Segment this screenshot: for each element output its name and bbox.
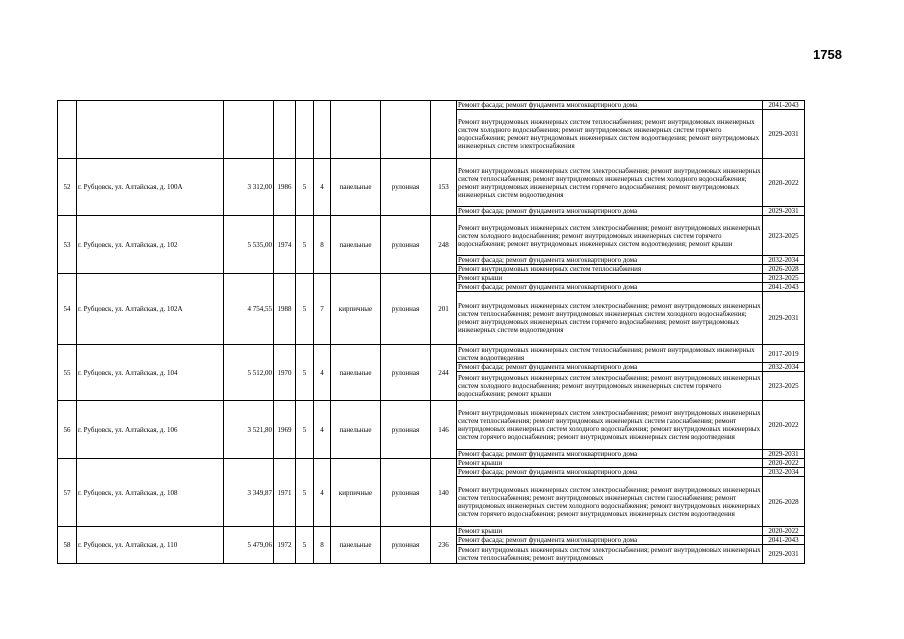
wall-material [331, 101, 381, 159]
residents-count: 140 [431, 459, 457, 527]
row-number: 54 [58, 274, 77, 345]
work-period: 2020-2022 [763, 159, 805, 207]
house-address: г. Рубцовск, ул. Алтайская, д. 104 [77, 345, 224, 401]
house-address: г. Рубцовск, ул. Алтайская, д. 102А [77, 274, 224, 345]
row-number: 58 [58, 527, 77, 564]
entrances-count: 8 [314, 527, 331, 564]
floors-count: 5 [296, 527, 314, 564]
work-period: 2029-2031 [763, 207, 805, 216]
construction-year: 1986 [274, 159, 296, 216]
table-row [58, 401, 805, 450]
construction-year [274, 101, 296, 159]
work-description: Ремонт фасада; ремонт фундамента многоквартирного дома [457, 283, 763, 292]
house-address: г. Рубцовск, ул. Алтайская, д. 100А [77, 159, 224, 216]
table-row [58, 345, 805, 363]
work-description: Ремонт внутридомовых инженерных систем электроснабжения; ремонт внутридомовых инженерных систем теплоснабжения; ремонт внутридомовых инженерных систем газоснабжения; ремонт внутридомовых инженерных систем холодного водоснабжения; ремонт внутридомовых инженерных систем горячего водоснабжения; ремонт внутридомовых инженерных систем водоотведения [457, 477, 763, 527]
construction-year: 1971 [274, 459, 296, 527]
work-description: Ремонт внутридомовых инженерных систем электроснабжения; ремонт внутридомовых инженерных систем холодного водоснабжения; ремонт внутридомовых инженерных систем горячего водоснабжения; ремонт внутридомовых инженерных систем водоотведения; ремонт крыши [457, 216, 763, 256]
roof-type: рулонная [381, 159, 431, 216]
work-description: Ремонт фасада; ремонт фундамента многоквартирного дома [457, 207, 763, 216]
work-period: 2023-2025 [763, 274, 805, 283]
wall-material: панельные [331, 216, 381, 274]
floors-count: 5 [296, 401, 314, 459]
total-area: 5 479,06 [224, 527, 274, 564]
floors-count: 5 [296, 159, 314, 216]
row-number: 56 [58, 401, 77, 459]
wall-material: панельные [331, 159, 381, 216]
roof-type: рулонная [381, 216, 431, 274]
work-period: 2026-2028 [763, 477, 805, 527]
work-description: Ремонт внутридомовых инженерных систем электроснабжения; ремонт внутридомовых инженерных систем теплоснабжения; ремонт внутридомовых инженерных систем холодного водоснабжения; ремонт внутридомовых инженерных систем горячего водоснабжения; ремонт внутридомовых инженерных систем водоотведения [457, 159, 763, 207]
work-description: Ремонт фасада; ремонт фундамента многоквартирного дома [457, 450, 763, 459]
scan-edge [0, 0, 904, 8]
work-period: 2029-2031 [763, 450, 805, 459]
entrances-count: 7 [314, 274, 331, 345]
work-description: Ремонт фасада; ремонт фундамента многоквартирного дома [457, 536, 763, 545]
floors-count: 5 [296, 459, 314, 527]
entrances-count: 4 [314, 159, 331, 216]
total-area: 3 521,80 [224, 401, 274, 459]
work-period: 2041-2043 [763, 101, 805, 110]
work-description: Ремонт внутридомовых инженерных систем электроснабжения; ремонт внутридомовых инженерных систем холодного водоснабжения; ремонт внутридомовых инженерных систем горячего водоснабжения; ремонт крыши [457, 372, 763, 401]
work-description: Ремонт фасада; ремонт фундамента многоквартирного дома [457, 256, 763, 265]
wall-material: панельные [331, 401, 381, 459]
construction-year: 1972 [274, 527, 296, 564]
work-description: Ремонт внутридомовых инженерных систем электроснабжения; ремонт внутридомовых инженерных систем теплоснабжения; ремонт внутридомовых инженерных систем холодного водоснабжения; ремонт внутридомовых инженерных систем горячего водоснабжения; ремонт внутридомовых инженерных систем водоотведения [457, 292, 763, 345]
house-address: г. Рубцовск, ул. Алтайская, д. 110 [77, 527, 224, 564]
floors-count: 5 [296, 216, 314, 274]
house-address: г. Рубцовск, ул. Алтайская, д. 106 [77, 401, 224, 459]
house-address [77, 101, 224, 159]
wall-material: панельные [331, 345, 381, 401]
construction-year: 1988 [274, 274, 296, 345]
residents-count: 146 [431, 401, 457, 459]
work-period: 2026-2028 [763, 265, 805, 274]
roof-type: рулонная [381, 527, 431, 564]
residents-count: 236 [431, 527, 457, 564]
work-period: 2020-2022 [763, 401, 805, 450]
wall-material: кирпичные [331, 274, 381, 345]
table-row [58, 101, 805, 110]
work-period: 2029-2031 [763, 110, 805, 159]
entrances-count [314, 101, 331, 159]
work-description: Ремонт крыши [457, 527, 763, 536]
work-period: 2041-2043 [763, 283, 805, 292]
residents-count: 244 [431, 345, 457, 401]
house-address: г. Рубцовск, ул. Алтайская, д. 108 [77, 459, 224, 527]
floors-count: 5 [296, 345, 314, 401]
construction-year: 1974 [274, 216, 296, 274]
row-number: 52 [58, 159, 77, 216]
table-row [58, 159, 805, 207]
construction-year: 1969 [274, 401, 296, 459]
work-period: 2020-2022 [763, 459, 805, 468]
roof-type: рулонная [381, 401, 431, 459]
total-area: 3 312,00 [224, 159, 274, 216]
work-period: 2029-2031 [763, 292, 805, 345]
work-period: 2032-2034 [763, 363, 805, 372]
page-number: 1758 [813, 47, 842, 62]
total-area: 4 754,55 [224, 274, 274, 345]
work-period: 2020-2022 [763, 527, 805, 536]
roof-type [381, 101, 431, 159]
work-description: Ремонт фасада; ремонт фундамента многоквартирного дома [457, 363, 763, 372]
row-number [58, 101, 77, 159]
entrances-count: 4 [314, 459, 331, 527]
work-description: Ремонт внутридомовых инженерных систем теплоснабжения; ремонт внутридомовых инженерных систем холодного водоснабжения; ремонт внутридомовых инженерных систем горячего водоснабжения; ремонт внутридомовых инженерных систем водоотведения; ремонт внутридомовых инженерных систем электроснабжения [457, 110, 763, 159]
residents-count: 153 [431, 159, 457, 216]
entrances-count: 4 [314, 345, 331, 401]
work-description: Ремонт фасада; ремонт фундамента многоквартирного дома [457, 468, 763, 477]
roof-type: рулонная [381, 274, 431, 345]
total-area: 3 349,87 [224, 459, 274, 527]
residents-count: 201 [431, 274, 457, 345]
house-address: г. Рубцовск, ул. Алтайская, д. 102 [77, 216, 224, 274]
work-period: 2029-2031 [763, 545, 805, 564]
wall-material: кирпичные [331, 459, 381, 527]
construction-year: 1970 [274, 345, 296, 401]
work-description: Ремонт внутридомовых инженерных систем теплоснабжения [457, 265, 763, 274]
total-area: 5 512,00 [224, 345, 274, 401]
work-description: Ремонт крыши [457, 274, 763, 283]
table-row [58, 216, 805, 256]
row-number: 57 [58, 459, 77, 527]
residents-count [431, 101, 457, 159]
work-description: Ремонт фасада; ремонт фундамента многоквартирного дома [457, 101, 763, 110]
floors-count: 5 [296, 274, 314, 345]
row-number: 55 [58, 345, 77, 401]
work-period: 2017-2019 [763, 345, 805, 363]
work-period: 2041-2043 [763, 536, 805, 545]
total-area: 5 535,00 [224, 216, 274, 274]
floors-count [296, 101, 314, 159]
table-row [58, 459, 805, 468]
entrances-count: 4 [314, 401, 331, 459]
roof-type: рулонная [381, 459, 431, 527]
wall-material: панельные [331, 527, 381, 564]
row-number: 53 [58, 216, 77, 274]
work-description: Ремонт внутридомовых инженерных систем теплоснабжения; ремонт внутридомовых инженерных систем водоотведения [457, 345, 763, 363]
roof-type: рулонная [381, 345, 431, 401]
work-description: Ремонт внутридомовых инженерных систем электроснабжения; ремонт внутридомовых инженерных систем теплоснабжения; ремонт внутридомовых [458, 546, 761, 562]
work-description: Ремонт внутридомовых инженерных систем электроснабжения; ремонт внутридомовых инженерных систем теплоснабжения; ремонт внутридомовых инженерных систем газоснабжения; ремонт внутридомовых инженерных систем холодного водоснабжения; ремонт внутридомовых инженерных систем горячего водоснабжения; ремонт внутридомовых инженерных систем водоотведения [457, 401, 763, 450]
total-area [224, 101, 274, 159]
table-row [58, 527, 805, 536]
work-period: 2032-2034 [763, 468, 805, 477]
work-period: 2023-2025 [763, 216, 805, 256]
work-period: 2023-2025 [763, 372, 805, 401]
work-period: 2032-2034 [763, 256, 805, 265]
housing-repair-table [57, 100, 805, 564]
work-description: Ремонт крыши [457, 459, 763, 468]
table-row [58, 274, 805, 283]
residents-count: 248 [431, 216, 457, 274]
entrances-count: 8 [314, 216, 331, 274]
